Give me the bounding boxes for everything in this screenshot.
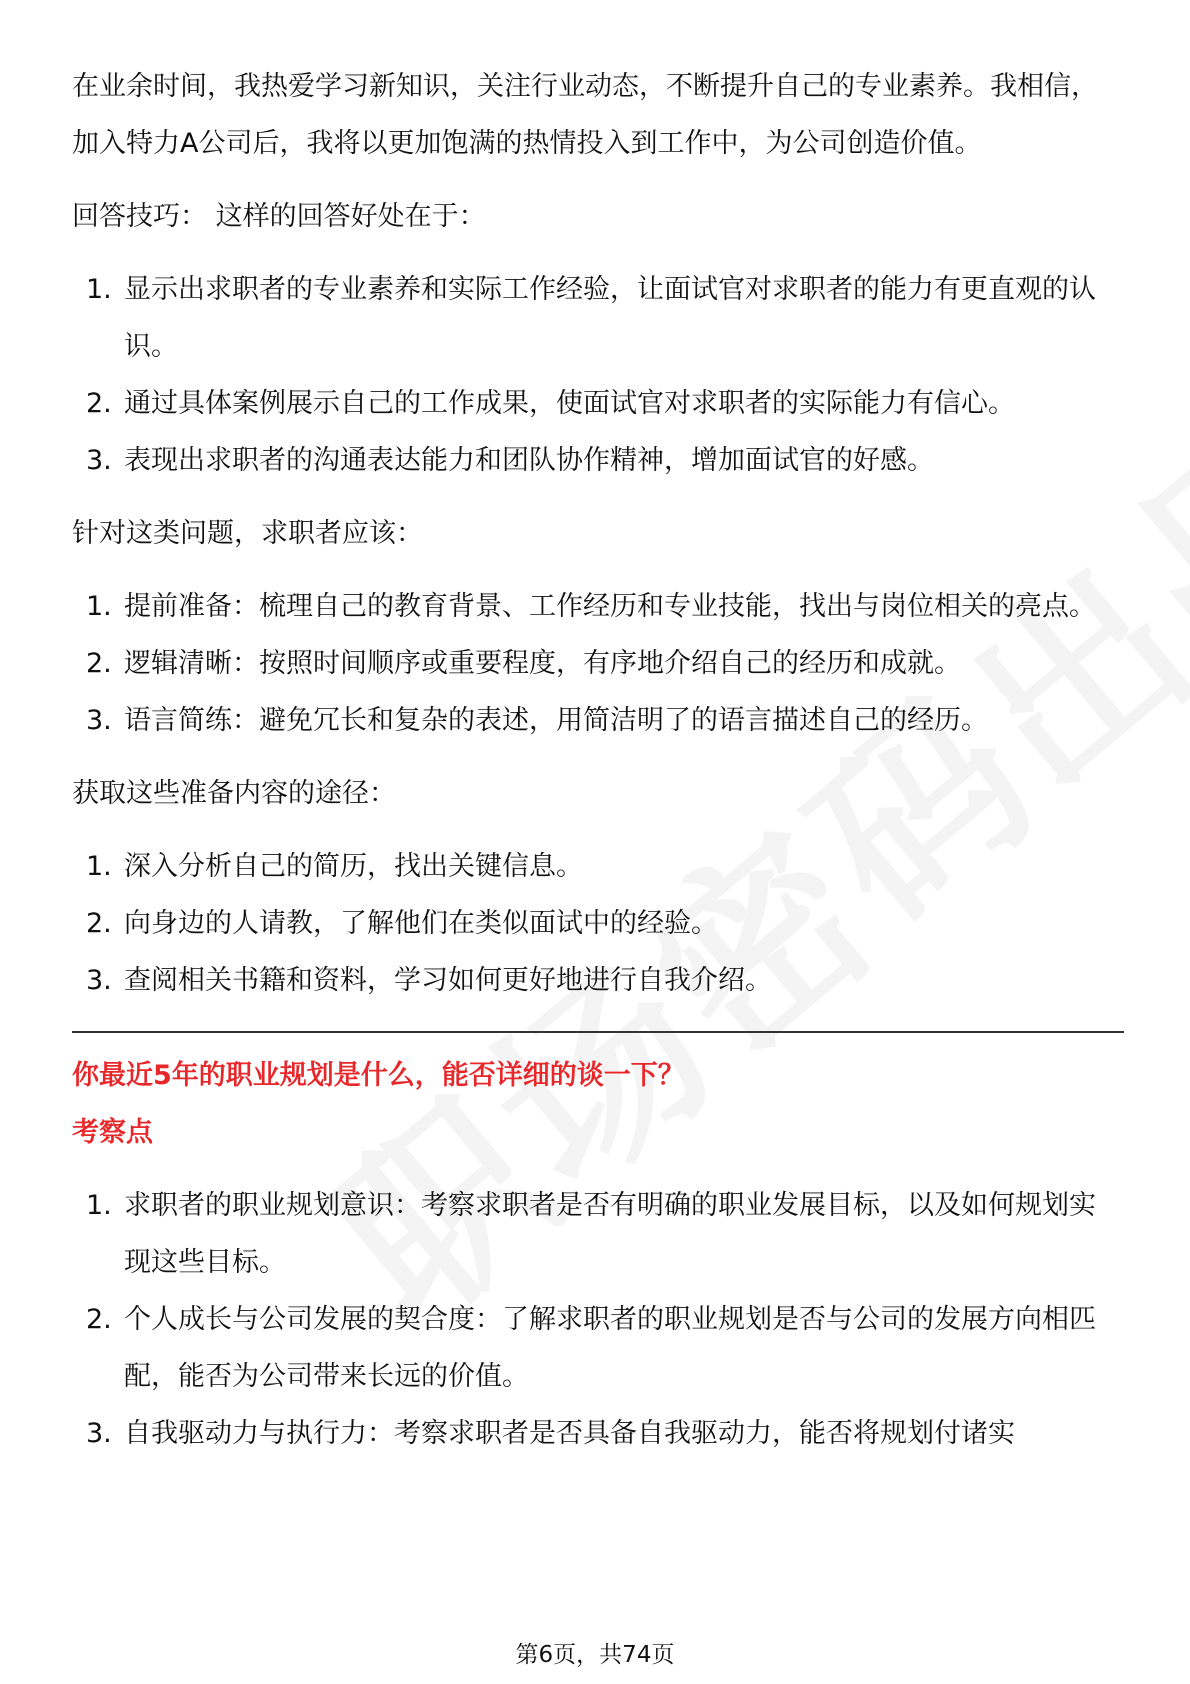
list-item [72, 952, 1122, 1009]
list-number: 3. [86, 1418, 112, 1449]
page-content [72, 58, 1122, 1462]
page-footer: 第6页，共74页 [515, 1642, 675, 1668]
list-number: 3. [86, 705, 112, 736]
list-item [72, 1405, 1122, 1462]
list-text: 提前准备：梳理自己的教育背景、工作经历和专业技能，找出与岗位相关的亮点。 [124, 591, 1096, 622]
list-item [72, 375, 1122, 432]
list-text: 查阅相关书籍和资料，学习如何更好地进行自我介绍。 [124, 965, 772, 996]
list-text: 通过具体案例展示自己的工作成果，使面试官对求职者的实际能力有信心。 [124, 388, 1015, 419]
list-item [72, 895, 1122, 952]
list-number: 1. [86, 1190, 112, 1221]
list-text: 深入分析自己的简历，找出关键信息。 [124, 851, 583, 882]
list-number: 2. [86, 648, 112, 679]
question-title: 你最近5年的职业规划是什么，能否详细的谈一下？ [72, 1060, 685, 1091]
list-item [72, 432, 1122, 489]
list-number: 1. [86, 274, 112, 305]
list-item [72, 838, 1122, 895]
intro-paragraph: 在业余时间，我热爱学习新知识，关注行业动态，不断提升自己的专业素养。我相信，加入特力A公司后，我将以更加饱满的热情投入到工作中，为公司创造价值。 [72, 71, 1098, 159]
list-number: 3. [86, 965, 112, 996]
tips-list [72, 261, 1122, 489]
list-text: 自我驱动力与执行力：考察求职者是否具备自我驱动力，能否将规划付诸实 [124, 1418, 1015, 1449]
list-item [72, 635, 1122, 692]
list-item [72, 1291, 1122, 1405]
list-text: 语言简练：避免冗长和复杂的表述，用简洁明了的语言描述自己的经历。 [124, 705, 988, 736]
list-number: 1. [86, 591, 112, 622]
should-list [72, 578, 1122, 749]
list-text: 个人成长与公司发展的契合度：了解求职者的职业规划是否与公司的发展方向相匹配，能否为公司带来长远的价值。 [124, 1304, 1096, 1392]
should-heading: 针对这类问题，求职者应该： [72, 518, 423, 549]
list-item [72, 1177, 1122, 1291]
list-number: 1. [86, 851, 112, 882]
list-number: 3. [86, 445, 112, 476]
list-item [72, 261, 1122, 375]
list-number: 2. [86, 908, 112, 939]
assess-heading: 考察点 [72, 1117, 153, 1148]
list-number: 2. [86, 1304, 112, 1335]
sources-heading: 获取这些准备内容的途径： [72, 778, 396, 809]
list-text: 求职者的职业规划意识：考察求职者是否有明确的职业发展目标，以及如何规划实现这些目标。 [124, 1190, 1096, 1278]
tips-heading: 回答技巧： 这样的回答好处在于： [72, 201, 486, 232]
list-number: 2. [86, 388, 112, 419]
section-divider [72, 1031, 1124, 1033]
list-text: 逻辑清晰：按照时间顺序或重要程度，有序地介绍自己的经历和成就。 [124, 648, 961, 679]
list-text: 显示出求职者的专业素养和实际工作经验，让面试官对求职者的能力有更直观的认识。 [124, 274, 1096, 362]
list-text: 向身边的人请教，了解他们在类似面试中的经验。 [124, 908, 718, 939]
assess-list [72, 1177, 1122, 1462]
list-text: 表现出求职者的沟通表达能力和团队协作精神，增加面试官的好感。 [124, 445, 934, 476]
list-item [72, 692, 1122, 749]
sources-list [72, 838, 1122, 1009]
list-item [72, 578, 1122, 635]
